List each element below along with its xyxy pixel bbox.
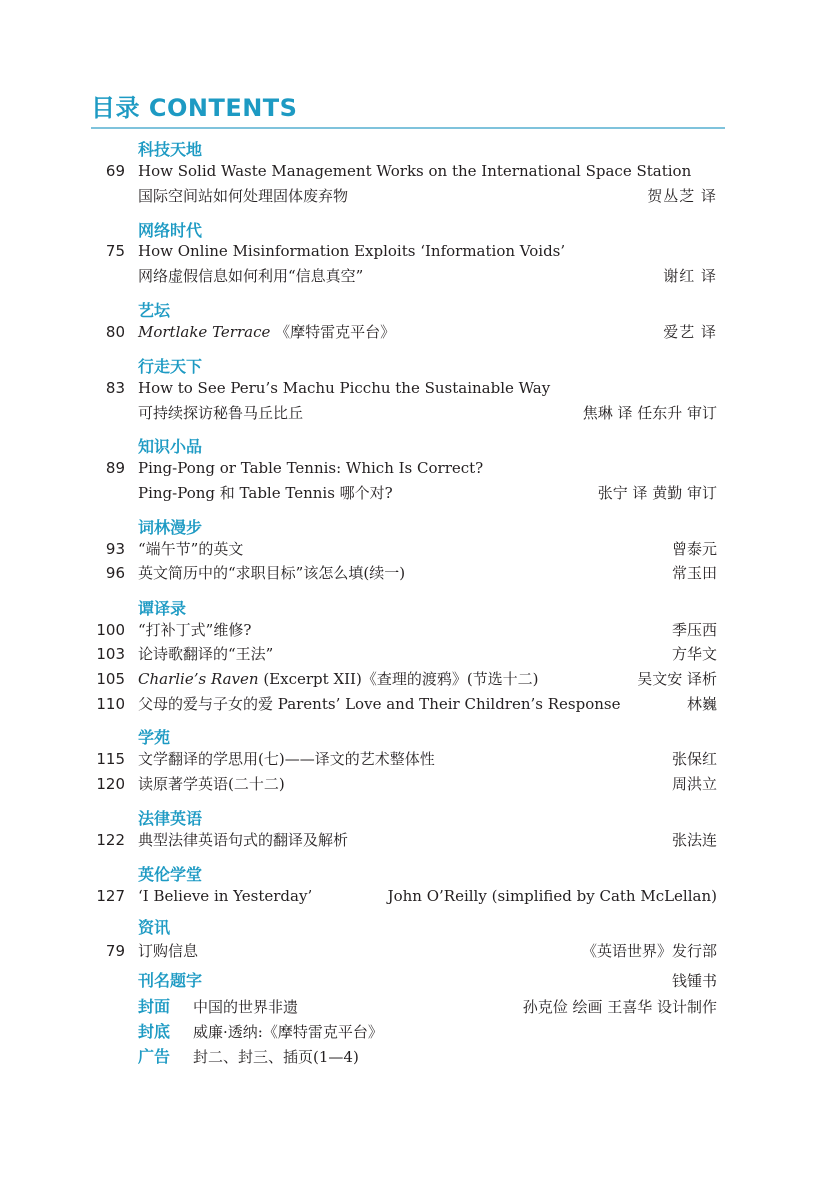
entry-credit: 方华文 (671, 645, 717, 663)
page-number: 100 (96, 621, 125, 639)
ads-row (0, 1046, 820, 1068)
contents-heading: 目录 CONTENTS (91, 94, 298, 122)
entry-title: Ping-Pong 和 Table Tennis 哪个对? (138, 484, 393, 502)
entry-credit: 曾泰元 (671, 540, 717, 558)
toc-entry[interactable] (0, 940, 820, 962)
toc-entry[interactable] (0, 829, 820, 851)
page-number: 122 (96, 831, 125, 849)
entry-title-rest: 《摩特雷克平台》 (275, 323, 396, 341)
entry-credit: 爱艺 译 (663, 323, 717, 341)
cover-label: 封面 (138, 997, 171, 1016)
page-number: 69 (105, 162, 125, 180)
entry-title: “打补丁式”维修? (138, 621, 252, 639)
section-title: 艺坛 (138, 301, 171, 320)
entry-title: 父母的爱与子女的爱 Parents’ Love and Their Children’s Response (138, 695, 621, 713)
section-title: 网络时代 (138, 221, 203, 240)
section-title: 学苑 (138, 728, 171, 747)
entry-credit: 周洪立 (671, 775, 717, 793)
entry-title: ‘I Believe in Yesterday’ (138, 887, 313, 905)
toc-entry[interactable] (0, 160, 820, 182)
toc-entry[interactable] (0, 321, 820, 343)
entry-credit: 张法连 (671, 831, 717, 849)
entry-credit: 贺丛芝 译 (647, 187, 717, 205)
entry-title: How to See Peru’s Machu Picchu the Sustainable Way (138, 379, 551, 397)
page-number: 93 (105, 540, 125, 558)
entry-credit: 《英语世界》发行部 (581, 942, 717, 960)
entry-title-italic: Mortlake Terrace (138, 323, 271, 341)
entry-title: 论诗歌翻译的“王法” (138, 645, 274, 663)
page-number: 75 (105, 242, 125, 260)
entry-credit: 季压西 (671, 621, 717, 639)
entry-title (138, 668, 539, 690)
back-cover-label: 封底 (138, 1022, 171, 1041)
entry-title: How Online Misinformation Exploits ‘Information Voids’ (138, 242, 566, 260)
toc-entry[interactable] (0, 538, 820, 560)
entry-title: 读原著学英语(二十二) (138, 775, 285, 793)
page-number: 83 (105, 379, 125, 397)
toc-entry[interactable] (0, 643, 820, 665)
entry-credit: 林巍 (686, 695, 717, 713)
cover-credit: 孙克俭 绘画 王喜华 设计制作 (522, 998, 717, 1016)
section-title: 科技天地 (138, 140, 203, 159)
entry-title (138, 321, 395, 343)
toc-entry[interactable] (0, 619, 820, 641)
entry-credit: 张宁 译 黄勤 审订 (597, 484, 717, 502)
cover-text: 中国的世界非遗 (193, 998, 299, 1016)
entry-title: 可持续探访秘鲁马丘比丘 (138, 404, 304, 422)
toc-entry[interactable] (0, 482, 820, 504)
section-title: 谭译录 (138, 599, 187, 618)
toc-entry[interactable] (0, 457, 820, 479)
toc-entry[interactable] (0, 377, 820, 399)
toc-entry[interactable] (0, 240, 820, 262)
entry-title: 典型法律英语句式的翻译及解析 (138, 831, 349, 849)
toc-entry[interactable] (0, 402, 820, 424)
entry-credit: 谢红 译 (663, 267, 717, 285)
page-number: 103 (96, 645, 125, 663)
page-number: 80 (105, 323, 125, 341)
entry-credit: 吴文安 译析 (637, 670, 717, 688)
entry-title: “端午节”的英文 (138, 540, 244, 558)
toc-entry[interactable] (0, 668, 820, 690)
cover-row (0, 996, 820, 1018)
page-number: 110 (96, 695, 125, 713)
entry-title: How Solid Waste Management Works on the International Space Station (138, 162, 692, 180)
entry-title-rest: (Excerpt XII)《查理的渡鸦》(节选十二) (258, 670, 539, 688)
toc-entry[interactable] (0, 773, 820, 795)
entry-credit: 张保红 (671, 750, 717, 768)
entry-credit: 焦琳 译 任东升 审订 (582, 404, 717, 422)
section-title: 资讯 (138, 918, 171, 937)
entry-title: 订购信息 (138, 942, 199, 960)
entry-title: 网络虚假信息如何利用“信息真空” (138, 267, 364, 285)
toc-entry[interactable] (0, 185, 820, 207)
page-number: 96 (105, 564, 125, 582)
masthead-credit: 钱锺书 (671, 972, 717, 990)
page-number: 105 (96, 670, 125, 688)
page-number: 115 (96, 750, 125, 768)
ads-text: 封二、封三、插页(1—4) (193, 1048, 359, 1066)
back-cover-text: 威廉·透纳:《摩特雷克平台》 (193, 1023, 383, 1041)
section-title: 法律英语 (138, 809, 203, 828)
toc-entry[interactable] (0, 265, 820, 287)
toc-entry[interactable] (0, 562, 820, 584)
entry-title: 英文简历中的“求职目标”该怎么填(续一) (138, 564, 406, 582)
page-number: 79 (105, 942, 125, 960)
entry-title: Ping-Pong or Table Tennis: Which Is Correct? (138, 459, 484, 477)
masthead-label: 刊名题字 (138, 971, 203, 990)
masthead-row (0, 970, 820, 992)
page-number: 89 (105, 459, 125, 477)
section-title: 词林漫步 (138, 518, 203, 537)
page-number: 120 (96, 775, 125, 793)
section-title: 英伦学堂 (138, 865, 203, 884)
toc-entry[interactable] (0, 693, 820, 715)
entry-credit: 常玉田 (671, 564, 717, 582)
toc-entry[interactable] (0, 748, 820, 770)
entry-title: 国际空间站如何处理固体废弃物 (138, 187, 349, 205)
page-number: 127 (96, 887, 125, 905)
section-title: 知识小品 (138, 437, 203, 456)
entry-title: 文学翻译的学思用(七)——译文的艺术整体性 (138, 750, 435, 768)
toc-entry[interactable] (0, 885, 820, 907)
back-cover-row (0, 1021, 820, 1043)
entry-title-italic: Charlie’s Raven (138, 670, 259, 688)
ads-label: 广告 (138, 1047, 171, 1066)
section-title: 行走天下 (138, 357, 203, 376)
entry-credit: John O’Reilly (simplified by Cath McLellan) (387, 887, 717, 905)
